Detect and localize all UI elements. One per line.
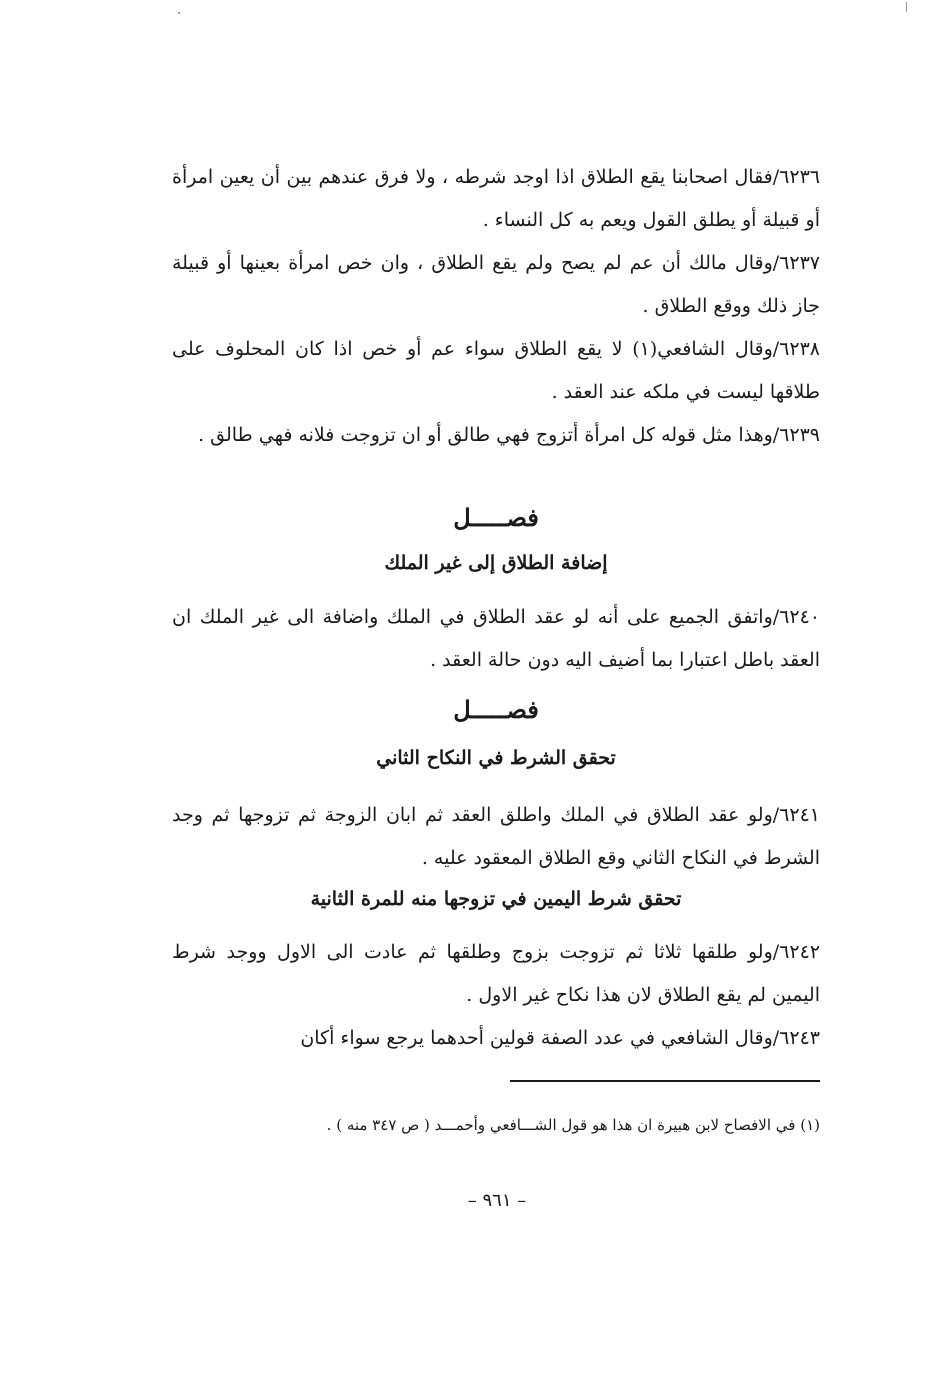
- paragraph-6242: ٦٢٤٢/ولو طلقها ثلاثا ثم تزوجت بزوج وطلقها ثم عادت الى الاول ووجد شرط اليمين لم يقع الطلاق لان هذا نكاح غير الاول .: [172, 941, 820, 1006]
- section-3-body: [172, 931, 820, 1060]
- footnote: (١) في الافصاح لابن هبيرة ان هذا هو قول الشـــافعي وأحمـــد ( ص ٣٤٧ منه ) .: [326, 1116, 820, 1134]
- paragraph-6241: ٦٢٤١/ولو عقد الطلاق في الملك واطلق العقد ثم ابان الزوجة ثم تزوجها ثم وجد الشرط في النكاح الثاني وقع الطلاق المعقود عليه .: [172, 804, 820, 869]
- section-title: إضافة الطلاق إلى غير الملك: [384, 552, 608, 574]
- section-1-body: [172, 596, 820, 682]
- paragraph-6239: ٦٢٣٩/وهذا مثل قوله كل امرأة أتزوج فهي طالق أو ان تزوجت فلانه فهي طالق .: [198, 424, 820, 446]
- section-2-body: [172, 794, 820, 880]
- paragraph-6243: ٦٢٤٣/وقال الشافعي في عدد الصفة قولين أحدهما يرجع سواء أكان: [300, 1027, 820, 1049]
- page-number: – ٩٦١ –: [467, 1190, 527, 1211]
- scan-mark: [178, 12, 180, 14]
- section-title: تحقق الشرط في النكاح الثاني: [376, 747, 616, 769]
- paragraph-6240: ٦٢٤٠/واتفق الجميع على أنه لو عقد الطلاق في الملك واضافة الى غير الملك ان العقد باطل اعتبارا بما أضيف اليه دون حالة العقد .: [172, 606, 820, 671]
- section-title: تحقق شرط اليمين في تزوجها منه للمرة الثانية: [310, 888, 682, 910]
- section-fasl-heading: فصـــــل: [453, 503, 539, 532]
- scan-mark: [906, 2, 907, 12]
- paragraph-6238: ٦٢٣٨/وقال الشافعي(١) لا يقع الطلاق سواء عم أو خص اذا كان المحلوف على طلاقها ليست في ملكه عند العقد .: [172, 338, 820, 403]
- footnote-divider: [510, 1080, 820, 1082]
- section-fasl-heading: فصـــــل: [453, 695, 539, 724]
- paragraph-6236: ٦٢٣٦/فقال اصحابنا يقع الطلاق اذا اوجد شرطه ، ولا فرق عندهم بين أن يعين امرأة أو قبيلة أو يطلق القول ويعم به كل النساء .: [172, 166, 820, 231]
- opening-paragraphs: [172, 156, 820, 457]
- paragraph-6237: ٦٢٣٧/وقال مالك أن عم لم يصح ولم يقع الطلاق ، وان خص امرأة بعينها أو قبيلة جاز ذلك ووقع الطلاق .: [172, 252, 820, 317]
